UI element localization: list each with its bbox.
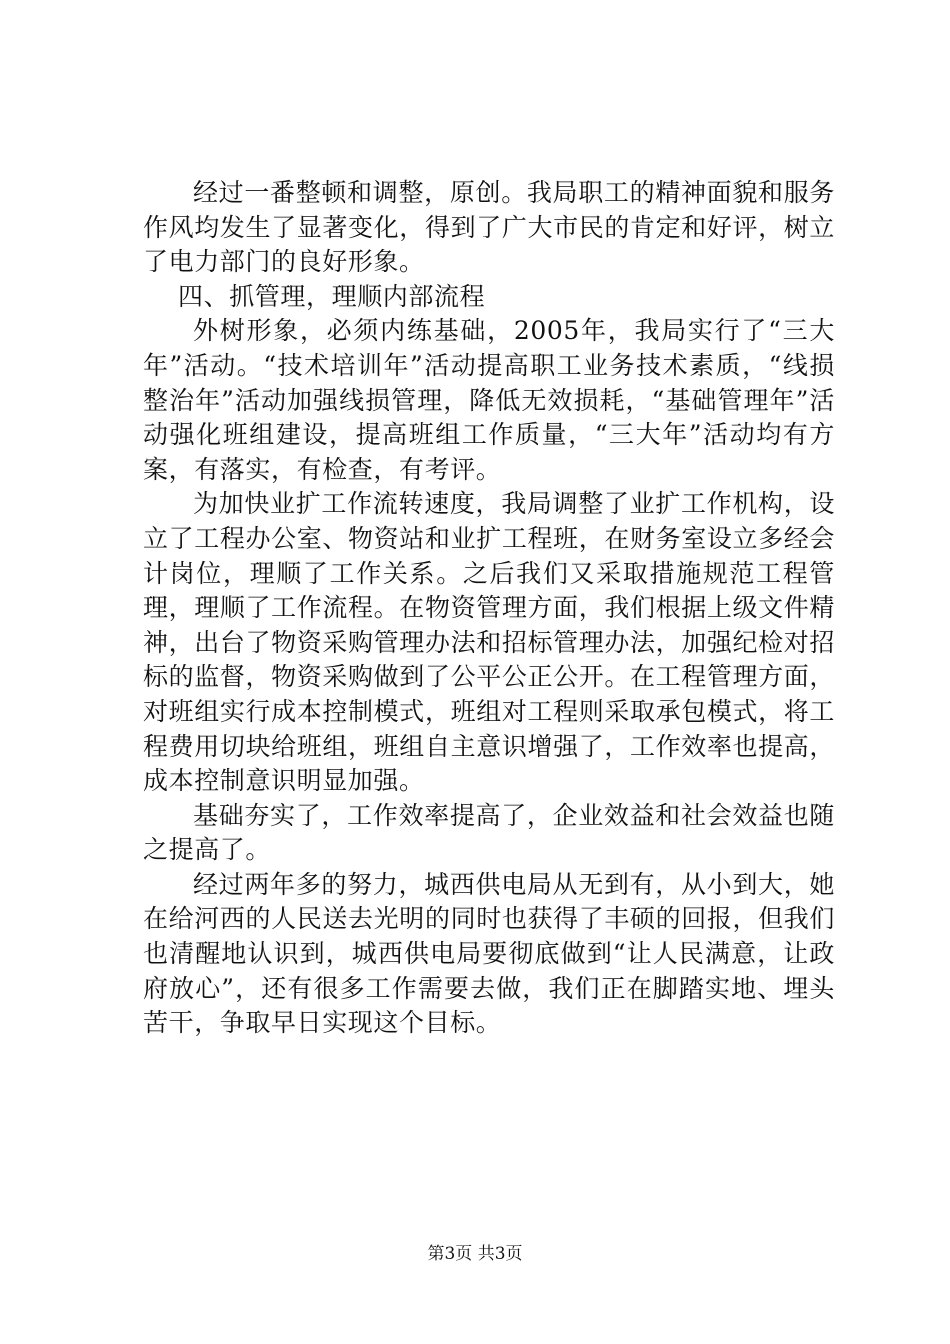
page-number-footer: 第3页 共3页 bbox=[427, 1244, 523, 1264]
document-body bbox=[143, 176, 835, 1041]
section-heading-management: 四、抓管理，理顺内部流程 bbox=[178, 281, 486, 311]
paragraph-three-years-campaign: 外树形象，必须内练基础，2005年，我局实行了“三大年”活动。“技术培训年”活动提高职工业务技术素质，“线损整治年”活动加强线损管理，降低无效损耗，“基础管理年”活动强化班组建设，提高班组工作质量，“三大年”活动均有方案，有落实，有检查，有考评。 bbox=[143, 316, 835, 484]
paragraph-conclusion: 经过两年多的努力，城西供电局从无到有，从小到大，她在给河西的人民送去光明的同时也获得了丰硕的回报，但我们也清醒地认识到，城西供电局要彻底做到“让人民满意，让政府放心”，还有很多工作需要去做，我们正在脚踏实地、埋头苦干，争取早日实现这个目标。 bbox=[143, 869, 835, 1038]
paragraph-business-expansion: 为加快业扩工作流转速度，我局调整了业扩工作机构，设立了工程办公室、物资站和业扩工程班，在财务室设立多经会计岗位，理顺了工作关系。之后我们又采取措施规范工程管理，理顺了工作流程。在物资管理方面，我们根据上级文件精神，出台了物资采购管理办法和招标管理办法，加强纪检对招标的监督，物资采购做到了公平公正公开。在工程管理方面，对班组实行成本控制模式，班组对工程则采取承包模式，将工程费用切块给班组，班组自主意识增强了，工作效率也提高，成本控制意识明显加强。 bbox=[143, 489, 835, 796]
paragraph-efficiency-improved: 基础夯实了，工作效率提高了，企业效益和社会效益也随之提高了。 bbox=[143, 800, 835, 865]
paragraph-rectification-results: 经过一番整顿和调整，原创。我局职工的精神面貌和服务作风均发生了显著变化，得到了广大市民的肯定和好评，树立了电力部门的良好形象。 bbox=[143, 178, 835, 277]
